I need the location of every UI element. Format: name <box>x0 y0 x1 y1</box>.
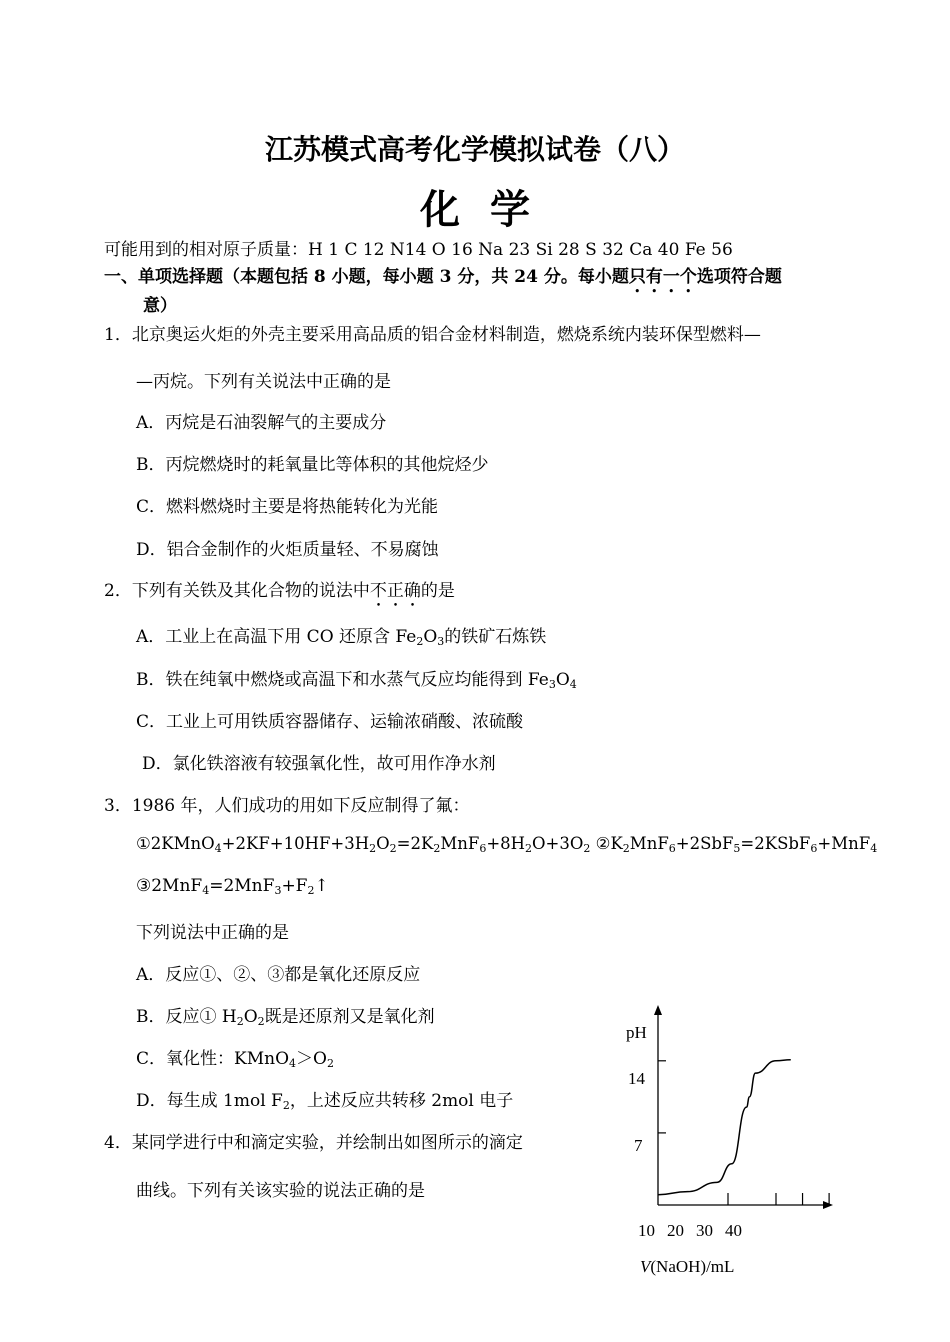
q2-stem <box>104 576 455 611</box>
q1-option-d: D．铝合金制作的火炬质量轻、不易腐蚀 <box>136 540 439 560</box>
q3-b-end: 既是还原剂又是氧化剂 <box>264 1007 435 1027</box>
eq1-part: +2SbF <box>675 834 734 853</box>
eq2-part: =2MnF <box>209 876 275 896</box>
subject-title: 化学 <box>420 186 560 233</box>
eq1-part: O <box>376 834 390 853</box>
q1-option-b: B．丙烷燃烧时的耗氧量比等体积的其他烷烃少 <box>136 455 489 475</box>
q3-stem: 3．1986 年，人们成功的用如下反应制得了氟： <box>104 796 470 816</box>
q3-option-c <box>136 1044 334 1070</box>
section-heading-line2: 意） <box>143 296 177 316</box>
eq1-part: 2 <box>583 842 591 855</box>
q3-option-b <box>136 1002 435 1028</box>
eq1-part: 6 <box>479 842 487 855</box>
q4-stem-line1: 4．某同学进行中和滴定实验，并绘制出如图所示的滴定 <box>104 1133 523 1153</box>
q2-stem-emphasis: 不正确 <box>369 581 421 601</box>
q3-option-a: A．反应①、②、③都是氧化还原反应 <box>136 965 421 985</box>
x-tick-label: 20 <box>667 1221 684 1240</box>
q2-option-c: C．工业上可用铁质容器储存、运输浓硝酸、浓硫酸 <box>136 712 524 732</box>
q3-option-d <box>136 1086 513 1112</box>
q2-b-text: B．铁在纯氧中燃烧或高温下和水蒸气反应均能得到 Fe <box>136 670 549 690</box>
q2-stem-text-end: 的是 <box>420 581 455 601</box>
eq1-part: +2KF+10HF+3H <box>221 834 370 853</box>
section-heading-text: 一、单项选择题（本题包括 8 小题，每小题 3 分，共 24 分。每小题 <box>104 267 629 287</box>
titration-curve <box>658 1060 791 1195</box>
eq1-part: 2 <box>369 842 377 855</box>
eq1-part: 2 <box>622 842 630 855</box>
q2-option-b <box>136 665 577 691</box>
eq1-part: 6 <box>668 842 676 855</box>
x-axis-arrow <box>823 1201 833 1209</box>
eq2-part: ↑ <box>314 876 329 896</box>
eq1-part: 2 <box>389 842 397 855</box>
q3-c-text: C．氧化性：KMnO <box>136 1049 289 1069</box>
eq2-part: 2 <box>307 884 315 897</box>
q3-b-sub1: 2 <box>236 1015 244 1028</box>
q4-stem-line2: 曲线。下列有关该实验的说法正确的是 <box>136 1181 425 1201</box>
x-tick-label: 10 <box>638 1221 655 1240</box>
q1-option-a: A．丙烷是石油裂解气的主要成分 <box>136 413 387 433</box>
atomic-masses: 可能用到的相对原子质量：H 1 C 12 N14 O 16 Na 23 Si 28 S 32 Ca 40 Fe 56 <box>104 240 733 260</box>
eq1-part: +MnF <box>817 834 871 853</box>
y-axis-label: pH <box>626 1023 647 1042</box>
eq1-part: MnF <box>440 834 480 853</box>
q2-b-sub1: 3 <box>548 678 556 691</box>
x-tick-label: 30 <box>696 1221 713 1240</box>
eq2-part: +F <box>281 876 308 896</box>
q2-a-sub1: 2 <box>416 635 424 648</box>
q2-option-d: D．氯化铁溶液有较强氧化性，故可用作净水剂 <box>142 754 496 774</box>
eq1-part: ②K <box>590 834 623 853</box>
eq1-part: =2KSbF <box>740 834 811 853</box>
eq1-part: 4 <box>870 842 878 855</box>
eq1-part: MnF <box>629 834 669 853</box>
y-tick-label: 14 <box>628 1068 645 1088</box>
eq2-part: ③2MnF <box>136 876 203 896</box>
eq1-part: 2 <box>525 842 533 855</box>
eq1-part: 2 <box>433 842 441 855</box>
eq1-part: =2K <box>396 834 434 853</box>
q3-b-sub2: 2 <box>257 1015 265 1028</box>
titration-chart <box>610 1000 850 1290</box>
eq2-part: 3 <box>274 884 282 897</box>
eq1-part: O+3O <box>532 834 584 853</box>
eq1-part: ①2KMnO <box>136 834 215 853</box>
q2-stem-text: 2．下列有关铁及其化合物的说法中 <box>104 581 370 601</box>
q2-b-mid: O <box>555 670 570 690</box>
q3-c-sub2: 2 <box>326 1057 334 1070</box>
eq1-part: 6 <box>810 842 818 855</box>
eq1-part: 5 <box>733 842 741 855</box>
q1-stem-line2: —丙烷。下列有关说法中正确的是 <box>136 372 391 392</box>
q2-b-sub2: 4 <box>569 678 577 691</box>
q2-a-end: 的铁矿石炼铁 <box>444 627 547 647</box>
section-heading <box>104 262 782 297</box>
x-tick-label: 40 <box>725 1221 742 1240</box>
q3-c-sub1: 4 <box>289 1057 296 1070</box>
x-axis-label-rest: (NaOH)/mL <box>650 1257 735 1276</box>
eq1-part: +8H <box>486 834 526 853</box>
q2-option-a <box>136 622 546 648</box>
q3-equation-1-2 <box>136 834 877 855</box>
exam-title: 江苏模式高考化学模拟试卷（八） <box>264 133 685 166</box>
q3-b-text: B．反应① H <box>136 1007 237 1027</box>
q2-a-sub2: 3 <box>437 635 445 648</box>
q2-a-mid: O <box>423 627 438 647</box>
eq1-part: 4 <box>214 842 222 855</box>
section-heading-emphasis: 只有一个 <box>628 267 697 287</box>
x-axis-label <box>640 1257 734 1276</box>
y-axis-arrow <box>654 1005 662 1015</box>
x-axis-label-v: V <box>640 1257 651 1276</box>
q3-equation-3 <box>136 876 329 897</box>
q3-ask: 下列说法中正确的是 <box>136 923 289 943</box>
q2-a-text: A．工业上在高温下用 CO 还原含 Fe <box>136 627 417 647</box>
y-tick-label: 7 <box>634 1135 643 1155</box>
q3-d-sub1: 2 <box>282 1099 290 1112</box>
eq2-part: 4 <box>202 884 210 897</box>
q1-stem-line1: 1．北京奥运火炬的外壳主要采用高品质的铝合金材料制造，燃烧系统内装环保型燃料— <box>104 325 761 345</box>
q1-option-c: C．燃料燃烧时主要是将热能转化为光能 <box>136 497 439 517</box>
q3-d-end: ，上述反应共转移 2mol 电子 <box>289 1091 514 1111</box>
q3-b-mid: O <box>243 1007 258 1027</box>
q3-c-mid: ＞O <box>296 1049 327 1069</box>
section-heading-text-end: 选项符合题 <box>696 267 782 287</box>
q3-d-text: D．每生成 1mol F <box>136 1091 283 1111</box>
